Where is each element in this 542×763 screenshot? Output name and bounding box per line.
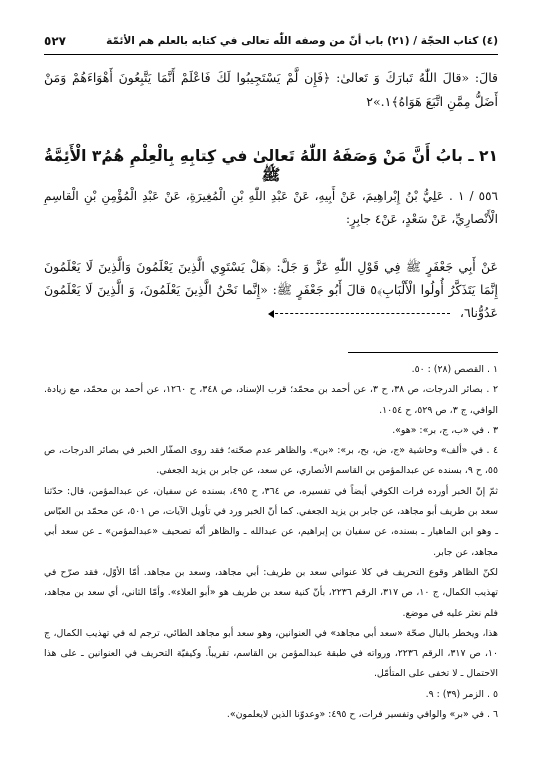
continuation-arrow — [270, 313, 450, 314]
footnote-4-continued-c: هذا، ويخطر بالبال صحّة «سعد أبي مجاهد» في العنوانين، وهو سعد أبو مجاهد الطائي، ترجم له في تهذيب الكمال، ج ١٠، ص ٣١٧، الرقم ٢٢٣٦، ورواته في طبقة عبدالمؤمن بن القاسم، تقريباً. وكيفيّة التحريف في العنوانين ـ على هذا الاحتمال ـ لا تخفى على المتأمّل. — [44, 627, 498, 680]
running-header-title: (٤) كتاب الحجّة / (٢١) باب أنّ من وصفه اللّٰه تعالى في كتابه بالعلم هم الأئمّة — [106, 35, 498, 47]
footnotes — [44, 360, 498, 725]
hadith-isnad-paragraph — [44, 185, 498, 231]
hadith-isnad: عَلِيُّ بْنُ إِبْراهِيمَ، عَنْ أَبِيهِ، عَنْ عَبْدِ اللّٰهِ بْنِ الْمُغِيرَةِ، عَنْ عَبْدِ الْمُؤْمِنِ بْنِ الْقاسِمِ الْأَنْصارِيِّ، عَنْ سَعْدٍ، عَنْ٤ جابِرٍ: — [44, 189, 498, 226]
chapter-title: ٢١ ـ بابُ أَنَّ مَنْ وَصَفَهُ اللّٰهُ تَعالىٰ في كِتابِهِ بِالْعِلْمِ هُمُ٣ الْأَئِمَّةُ ﷺ — [44, 147, 498, 184]
footnote-4-continued-a: ثمّ إنّ الخبر أورده فرات الكوفي أيضاً في تفسيره، ص ٣٦٤، ح ٤٩٥، بسنده عن سفيان، عن عبدالمؤمن، قال: حدّثنا سعد بن طريف أبو مجاهد، عن جابر بن يزيد الجعفي. كما أنّ الخبر ورد في تأويل الآيات، ص ٥٠١، عن محمّد بن العبّاس ـ وهو ابن الماهيار ـ بسنده، عن سفيان بن إبراهيم، عن عبدالله ـ والظاهر أنّه تصحيف «عبدالمؤمن» ـ عن سعد أبي مجاهد، عن جابر. — [44, 485, 498, 558]
footnote-1: ١ . القصص (٢٨) : ٥٠. — [411, 364, 498, 375]
footnote-4-continued-b: لكنّ الظاهر وقوع التحريف في كلا عنواني سعد بن طريف: أبي مجاهد، وسعد بن مجاهد. أمّا الأوّل، فقد صرّح في تهذيب الكمال، ج ١٠، ص ٣١٧، الرقم ٢٢٣٦، بأنّ كنية سعد بن طريف هو «أبو العلاء». وأمّا الثاني، أي سعد بن مجاهد، فلم نعثر عليه في موضع. — [44, 566, 499, 619]
footnote-4: ٤ . في «ألف» وحاشية «ج، ض، بح، بر»: «بن». والظاهر عدم صحّته؛ فقد روى الصفّار الخبر في بصائر الدرجات، ص ٥٥، ح ٩، بسنده عن عبدالمؤمن بن القاسم الأنصاري، عن سعد، عن جابر بن يزيد الجعفي. — [44, 445, 498, 477]
verse-paragraph: قالَ: «قالَ اللّٰهُ تَبارَكَ وَ تَعالىٰ: ﴿فَإِن لَّمْ يَسْتَجِيبُوا لَكَ فَاعْلَمْ أَنَّمَا يَتَّبِعُونَ أَهْوَاءَهُمْ وَمَنْ أَضَلُّ مِمَّنِ اتَّبَعَ هَوَاهُ﴾١.»٢ — [44, 70, 498, 109]
header-rule — [44, 54, 498, 55]
hadith-number: ٥٥٦ / ١ . — [449, 189, 498, 203]
footnote-2: ٢ . بصائر الدرجات، ص ٣٨، ح ٣، عن أحمد بن محمّد؛ قرب الإسناد، ص ٣٤٨، ح ١٢٦٠، عن أحمد بن محمّد، مع زيادة. الوافي، ج ٣، ص ٥٢٩، ح ١٠٥٤. — [44, 384, 498, 416]
hadith-matn-paragraph — [44, 255, 498, 324]
hadith-matn: عَنْ أَبِي جَعْفَرٍ ﷺ فِي قَوْلِ اللّٰهِ عَزَّ وَ جَلَّ: ﴿هَلْ يَسْتَوِي الَّذِينَ يَعْلَمُونَ وَالَّذِينَ لَا يَعْلَمُونَ إِنَّمَا يَتَذَكَّرُ أُولُوا الْأَلْبَابِ﴾٥ قالَ أَبُو جَعْفَرٍ ﷺ: «إِنَّما نَحْنُ الَّذِينَ يَعْلَمُونَ، وَ الَّذِينَ لَا يَعْلَمُونَ عَدُوُّنا٦، — [44, 259, 498, 320]
footnote-3: ٣ . في «ب، ج، بر»: «هو». — [392, 424, 498, 436]
footnote-5: ٥ . الزمر (٣٩) : ٩. — [425, 688, 498, 700]
running-header — [44, 30, 498, 52]
page-number: ٥٢٧ — [44, 34, 66, 48]
footnote-6: ٦ . في «بر» والوافي وتفسير فرات، ح ٤٩٥: «وعدوّنا الذين لايعلمون». — [226, 709, 498, 721]
footnote-rule — [348, 352, 498, 353]
